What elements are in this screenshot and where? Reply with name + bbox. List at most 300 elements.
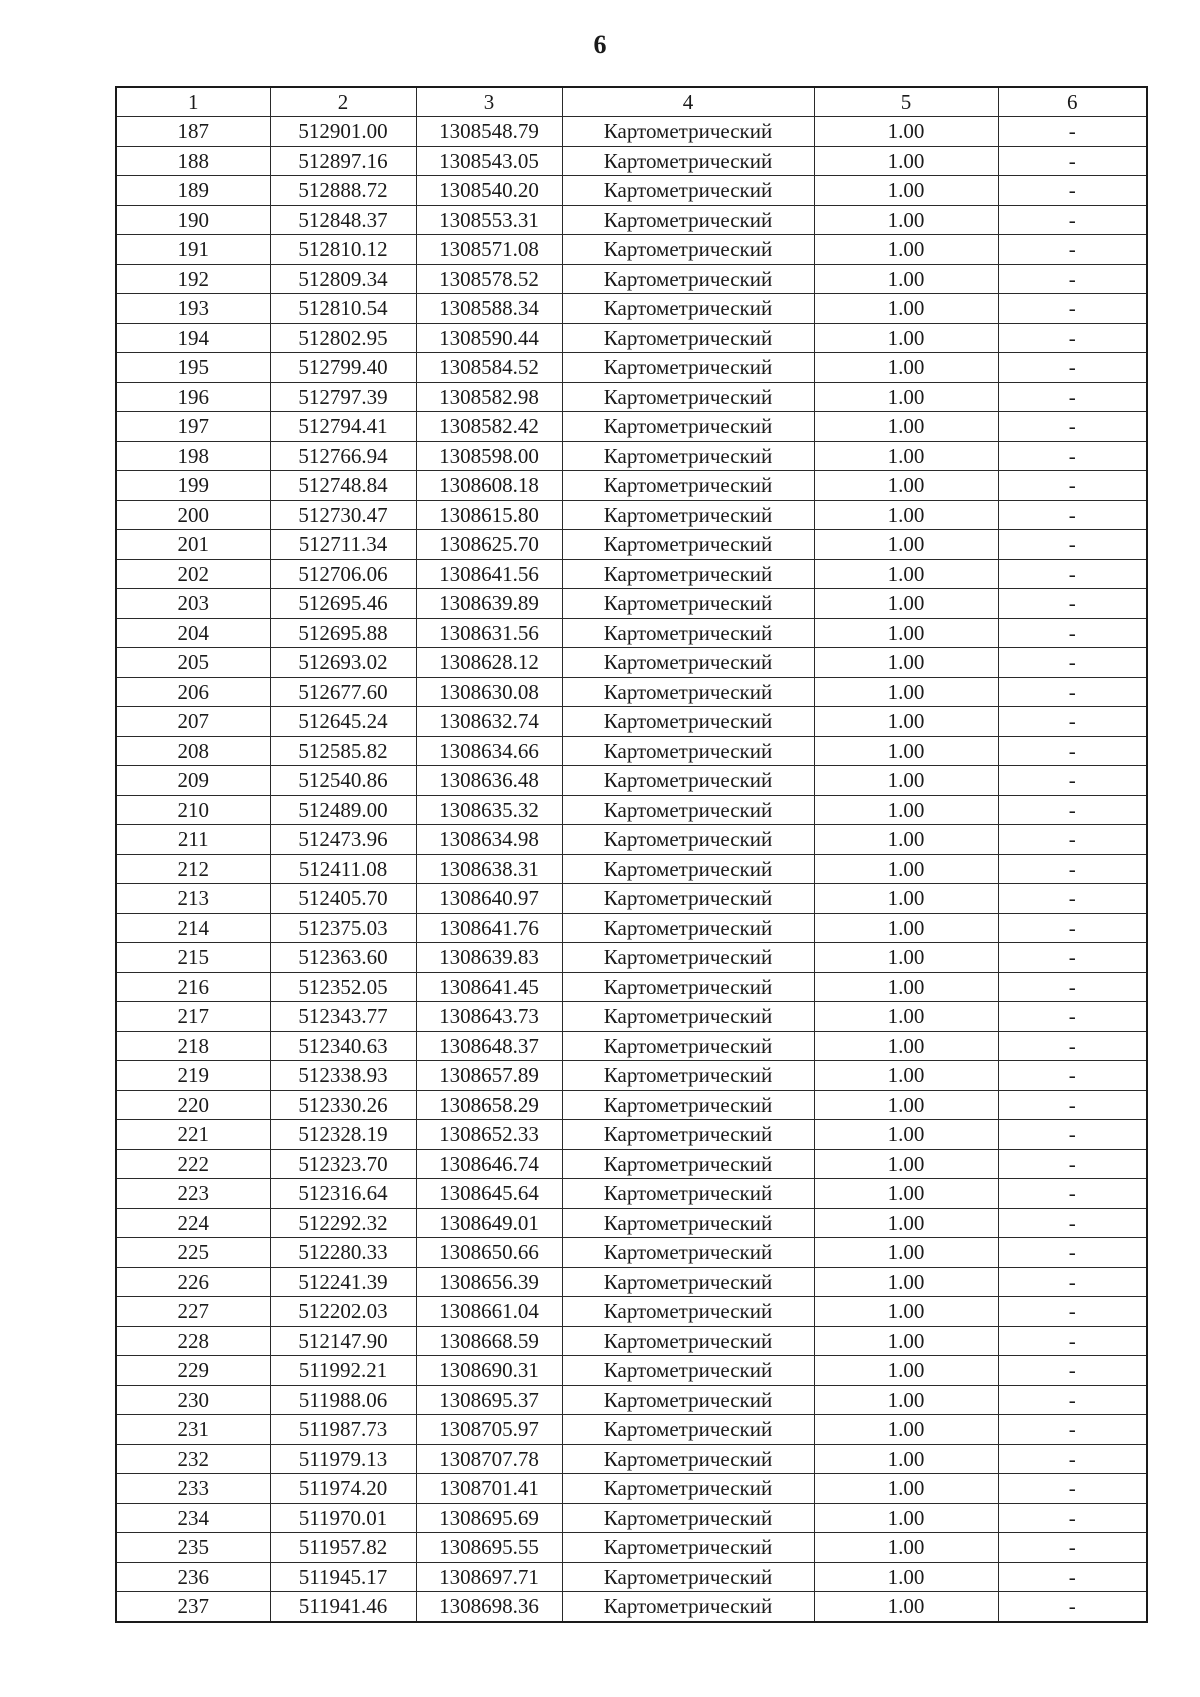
y-coordinate-cell: 1308588.34 bbox=[416, 294, 562, 324]
table-row bbox=[116, 1208, 1147, 1238]
x-coordinate-cell: 512375.03 bbox=[270, 913, 416, 943]
note-cell: - bbox=[998, 264, 1147, 294]
method-cell: Картометрический bbox=[562, 353, 814, 383]
y-coordinate-cell: 1308608.18 bbox=[416, 471, 562, 501]
x-coordinate-cell: 512677.60 bbox=[270, 677, 416, 707]
x-coordinate-cell: 512363.60 bbox=[270, 943, 416, 973]
x-coordinate-cell: 511970.01 bbox=[270, 1503, 416, 1533]
y-coordinate-cell: 1308705.97 bbox=[416, 1415, 562, 1445]
header-cell: 1 bbox=[116, 87, 270, 117]
method-cell: Картометрический bbox=[562, 1356, 814, 1386]
accuracy-cell: 1.00 bbox=[814, 943, 998, 973]
note-cell: - bbox=[998, 500, 1147, 530]
accuracy-cell: 1.00 bbox=[814, 382, 998, 412]
table-row bbox=[116, 589, 1147, 619]
header-cell: 4 bbox=[562, 87, 814, 117]
table-body bbox=[116, 87, 1147, 1622]
point-number-cell: 212 bbox=[116, 854, 270, 884]
x-coordinate-cell: 512202.03 bbox=[270, 1297, 416, 1327]
y-coordinate-cell: 1308578.52 bbox=[416, 264, 562, 294]
note-cell: - bbox=[998, 1503, 1147, 1533]
x-coordinate-cell: 511992.21 bbox=[270, 1356, 416, 1386]
point-number-cell: 193 bbox=[116, 294, 270, 324]
point-number-cell: 200 bbox=[116, 500, 270, 530]
x-coordinate-cell: 512695.88 bbox=[270, 618, 416, 648]
note-cell: - bbox=[998, 1415, 1147, 1445]
y-coordinate-cell: 1308648.37 bbox=[416, 1031, 562, 1061]
table-row bbox=[116, 559, 1147, 589]
table-row bbox=[116, 353, 1147, 383]
accuracy-cell: 1.00 bbox=[814, 1149, 998, 1179]
table-row bbox=[116, 1238, 1147, 1268]
x-coordinate-cell: 512540.86 bbox=[270, 766, 416, 796]
accuracy-cell: 1.00 bbox=[814, 1061, 998, 1091]
accuracy-cell: 1.00 bbox=[814, 766, 998, 796]
point-number-cell: 203 bbox=[116, 589, 270, 619]
table-row bbox=[116, 205, 1147, 235]
method-cell: Картометрический bbox=[562, 264, 814, 294]
table-row bbox=[116, 1002, 1147, 1032]
method-cell: Картометрический bbox=[562, 884, 814, 914]
note-cell: - bbox=[998, 1179, 1147, 1209]
note-cell: - bbox=[998, 1533, 1147, 1563]
x-coordinate-cell: 512343.77 bbox=[270, 1002, 416, 1032]
method-cell: Картометрический bbox=[562, 500, 814, 530]
y-coordinate-cell: 1308631.56 bbox=[416, 618, 562, 648]
note-cell: - bbox=[998, 530, 1147, 560]
x-coordinate-cell: 512802.95 bbox=[270, 323, 416, 353]
y-coordinate-cell: 1308598.00 bbox=[416, 441, 562, 471]
method-cell: Картометрический bbox=[562, 1208, 814, 1238]
x-coordinate-cell: 512897.16 bbox=[270, 146, 416, 176]
y-coordinate-cell: 1308661.04 bbox=[416, 1297, 562, 1327]
table-row bbox=[116, 1179, 1147, 1209]
y-coordinate-cell: 1308628.12 bbox=[416, 648, 562, 678]
note-cell: - bbox=[998, 146, 1147, 176]
note-cell: - bbox=[998, 176, 1147, 206]
accuracy-cell: 1.00 bbox=[814, 1533, 998, 1563]
note-cell: - bbox=[998, 1592, 1147, 1622]
accuracy-cell: 1.00 bbox=[814, 1238, 998, 1268]
table-row bbox=[116, 1297, 1147, 1327]
note-cell: - bbox=[998, 382, 1147, 412]
y-coordinate-cell: 1308640.97 bbox=[416, 884, 562, 914]
method-cell: Картометрический bbox=[562, 117, 814, 147]
table-row bbox=[116, 1031, 1147, 1061]
table-row bbox=[116, 441, 1147, 471]
table-row bbox=[116, 1474, 1147, 1504]
note-cell: - bbox=[998, 972, 1147, 1002]
point-number-cell: 224 bbox=[116, 1208, 270, 1238]
x-coordinate-cell: 512292.32 bbox=[270, 1208, 416, 1238]
method-cell: Картометрический bbox=[562, 1326, 814, 1356]
y-coordinate-cell: 1308630.08 bbox=[416, 677, 562, 707]
table-row bbox=[116, 1415, 1147, 1445]
y-coordinate-cell: 1308634.66 bbox=[416, 736, 562, 766]
method-cell: Картометрический bbox=[562, 146, 814, 176]
method-cell: Картометрический bbox=[562, 294, 814, 324]
accuracy-cell: 1.00 bbox=[814, 530, 998, 560]
x-coordinate-cell: 512352.05 bbox=[270, 972, 416, 1002]
x-coordinate-cell: 512706.06 bbox=[270, 559, 416, 589]
method-cell: Картометрический bbox=[562, 1238, 814, 1268]
table-row bbox=[116, 795, 1147, 825]
method-cell: Картометрический bbox=[562, 795, 814, 825]
point-number-cell: 215 bbox=[116, 943, 270, 973]
point-number-cell: 237 bbox=[116, 1592, 270, 1622]
method-cell: Картометрический bbox=[562, 972, 814, 1002]
note-cell: - bbox=[998, 117, 1147, 147]
method-cell: Картометрический bbox=[562, 1503, 814, 1533]
point-number-cell: 211 bbox=[116, 825, 270, 855]
x-coordinate-cell: 512323.70 bbox=[270, 1149, 416, 1179]
table-row bbox=[116, 736, 1147, 766]
note-cell: - bbox=[998, 707, 1147, 737]
accuracy-cell: 1.00 bbox=[814, 854, 998, 884]
y-coordinate-cell: 1308649.01 bbox=[416, 1208, 562, 1238]
method-cell: Картометрический bbox=[562, 235, 814, 265]
method-cell: Картометрический bbox=[562, 707, 814, 737]
table-row bbox=[116, 1444, 1147, 1474]
point-number-cell: 207 bbox=[116, 707, 270, 737]
accuracy-cell: 1.00 bbox=[814, 412, 998, 442]
point-number-cell: 231 bbox=[116, 1415, 270, 1445]
point-number-cell: 204 bbox=[116, 618, 270, 648]
x-coordinate-cell: 512405.70 bbox=[270, 884, 416, 914]
accuracy-cell: 1.00 bbox=[814, 264, 998, 294]
table-row bbox=[116, 1533, 1147, 1563]
header-cell: 2 bbox=[270, 87, 416, 117]
point-number-cell: 223 bbox=[116, 1179, 270, 1209]
y-coordinate-cell: 1308548.79 bbox=[416, 117, 562, 147]
accuracy-cell: 1.00 bbox=[814, 294, 998, 324]
accuracy-cell: 1.00 bbox=[814, 1385, 998, 1415]
accuracy-cell: 1.00 bbox=[814, 1179, 998, 1209]
table-row bbox=[116, 235, 1147, 265]
table-row bbox=[116, 530, 1147, 560]
table-row bbox=[116, 412, 1147, 442]
note-cell: - bbox=[998, 1267, 1147, 1297]
point-number-cell: 192 bbox=[116, 264, 270, 294]
method-cell: Картометрический bbox=[562, 1297, 814, 1327]
table-row bbox=[116, 117, 1147, 147]
accuracy-cell: 1.00 bbox=[814, 353, 998, 383]
x-coordinate-cell: 512766.94 bbox=[270, 441, 416, 471]
note-cell: - bbox=[998, 441, 1147, 471]
note-cell: - bbox=[998, 1031, 1147, 1061]
method-cell: Картометрический bbox=[562, 1385, 814, 1415]
accuracy-cell: 1.00 bbox=[814, 1474, 998, 1504]
y-coordinate-cell: 1308652.33 bbox=[416, 1120, 562, 1150]
accuracy-cell: 1.00 bbox=[814, 1120, 998, 1150]
table-row bbox=[116, 943, 1147, 973]
y-coordinate-cell: 1308698.36 bbox=[416, 1592, 562, 1622]
y-coordinate-cell: 1308695.55 bbox=[416, 1533, 562, 1563]
point-number-cell: 227 bbox=[116, 1297, 270, 1327]
y-coordinate-cell: 1308701.41 bbox=[416, 1474, 562, 1504]
note-cell: - bbox=[998, 559, 1147, 589]
y-coordinate-cell: 1308643.73 bbox=[416, 1002, 562, 1032]
note-cell: - bbox=[998, 648, 1147, 678]
point-number-cell: 199 bbox=[116, 471, 270, 501]
y-coordinate-cell: 1308639.89 bbox=[416, 589, 562, 619]
note-cell: - bbox=[998, 1474, 1147, 1504]
x-coordinate-cell: 512316.64 bbox=[270, 1179, 416, 1209]
point-number-cell: 209 bbox=[116, 766, 270, 796]
y-coordinate-cell: 1308695.69 bbox=[416, 1503, 562, 1533]
method-cell: Картометрический bbox=[562, 943, 814, 973]
note-cell: - bbox=[998, 235, 1147, 265]
method-cell: Картометрический bbox=[562, 559, 814, 589]
y-coordinate-cell: 1308571.08 bbox=[416, 235, 562, 265]
y-coordinate-cell: 1308639.83 bbox=[416, 943, 562, 973]
method-cell: Картометрический bbox=[562, 323, 814, 353]
accuracy-cell: 1.00 bbox=[814, 559, 998, 589]
note-cell: - bbox=[998, 766, 1147, 796]
method-cell: Картометрический bbox=[562, 441, 814, 471]
table-row bbox=[116, 1061, 1147, 1091]
accuracy-cell: 1.00 bbox=[814, 825, 998, 855]
accuracy-cell: 1.00 bbox=[814, 1503, 998, 1533]
note-cell: - bbox=[998, 884, 1147, 914]
point-number-cell: 189 bbox=[116, 176, 270, 206]
table-row bbox=[116, 618, 1147, 648]
point-number-cell: 210 bbox=[116, 795, 270, 825]
x-coordinate-cell: 512797.39 bbox=[270, 382, 416, 412]
note-cell: - bbox=[998, 1238, 1147, 1268]
point-number-cell: 220 bbox=[116, 1090, 270, 1120]
y-coordinate-cell: 1308656.39 bbox=[416, 1267, 562, 1297]
y-coordinate-cell: 1308695.37 bbox=[416, 1385, 562, 1415]
point-number-cell: 234 bbox=[116, 1503, 270, 1533]
accuracy-cell: 1.00 bbox=[814, 1326, 998, 1356]
accuracy-cell: 1.00 bbox=[814, 1356, 998, 1386]
y-coordinate-cell: 1308645.64 bbox=[416, 1179, 562, 1209]
note-cell: - bbox=[998, 589, 1147, 619]
table-row bbox=[116, 1562, 1147, 1592]
note-cell: - bbox=[998, 323, 1147, 353]
x-coordinate-cell: 512848.37 bbox=[270, 205, 416, 235]
table-row bbox=[116, 648, 1147, 678]
method-cell: Картометрический bbox=[562, 1267, 814, 1297]
x-coordinate-cell: 511957.82 bbox=[270, 1533, 416, 1563]
accuracy-cell: 1.00 bbox=[814, 1562, 998, 1592]
accuracy-cell: 1.00 bbox=[814, 1415, 998, 1445]
accuracy-cell: 1.00 bbox=[814, 707, 998, 737]
method-cell: Картометрический bbox=[562, 648, 814, 678]
y-coordinate-cell: 1308636.48 bbox=[416, 766, 562, 796]
method-cell: Картометрический bbox=[562, 471, 814, 501]
x-coordinate-cell: 512809.34 bbox=[270, 264, 416, 294]
method-cell: Картометрический bbox=[562, 736, 814, 766]
note-cell: - bbox=[998, 1444, 1147, 1474]
note-cell: - bbox=[998, 1120, 1147, 1150]
y-coordinate-cell: 1308697.71 bbox=[416, 1562, 562, 1592]
x-coordinate-cell: 512888.72 bbox=[270, 176, 416, 206]
method-cell: Картометрический bbox=[562, 1592, 814, 1622]
point-number-cell: 197 bbox=[116, 412, 270, 442]
point-number-cell: 236 bbox=[116, 1562, 270, 1592]
x-coordinate-cell: 512411.08 bbox=[270, 854, 416, 884]
table-row bbox=[116, 766, 1147, 796]
table-row bbox=[116, 854, 1147, 884]
note-cell: - bbox=[998, 943, 1147, 973]
point-number-cell: 201 bbox=[116, 530, 270, 560]
y-coordinate-cell: 1308658.29 bbox=[416, 1090, 562, 1120]
x-coordinate-cell: 512748.84 bbox=[270, 471, 416, 501]
point-number-cell: 221 bbox=[116, 1120, 270, 1150]
y-coordinate-cell: 1308641.45 bbox=[416, 972, 562, 1002]
accuracy-cell: 1.00 bbox=[814, 117, 998, 147]
accuracy-cell: 1.00 bbox=[814, 618, 998, 648]
note-cell: - bbox=[998, 795, 1147, 825]
y-coordinate-cell: 1308635.32 bbox=[416, 795, 562, 825]
note-cell: - bbox=[998, 618, 1147, 648]
method-cell: Картометрический bbox=[562, 1090, 814, 1120]
x-coordinate-cell: 512147.90 bbox=[270, 1326, 416, 1356]
y-coordinate-cell: 1308646.74 bbox=[416, 1149, 562, 1179]
point-number-cell: 218 bbox=[116, 1031, 270, 1061]
method-cell: Картометрический bbox=[562, 1031, 814, 1061]
table-row bbox=[116, 1326, 1147, 1356]
table-row bbox=[116, 1503, 1147, 1533]
x-coordinate-cell: 512241.39 bbox=[270, 1267, 416, 1297]
table-row bbox=[116, 264, 1147, 294]
point-number-cell: 208 bbox=[116, 736, 270, 766]
method-cell: Картометрический bbox=[562, 1533, 814, 1563]
method-cell: Картометрический bbox=[562, 205, 814, 235]
method-cell: Картометрический bbox=[562, 1444, 814, 1474]
point-number-cell: 202 bbox=[116, 559, 270, 589]
table-row bbox=[116, 1356, 1147, 1386]
note-cell: - bbox=[998, 205, 1147, 235]
note-cell: - bbox=[998, 1297, 1147, 1327]
header-cell: 5 bbox=[814, 87, 998, 117]
x-coordinate-cell: 512730.47 bbox=[270, 500, 416, 530]
table-row bbox=[116, 1149, 1147, 1179]
method-cell: Картометрический bbox=[562, 589, 814, 619]
point-number-cell: 190 bbox=[116, 205, 270, 235]
y-coordinate-cell: 1308657.89 bbox=[416, 1061, 562, 1091]
accuracy-cell: 1.00 bbox=[814, 1297, 998, 1327]
header-cell: 6 bbox=[998, 87, 1147, 117]
method-cell: Картометрический bbox=[562, 412, 814, 442]
y-coordinate-cell: 1308584.52 bbox=[416, 353, 562, 383]
accuracy-cell: 1.00 bbox=[814, 1208, 998, 1238]
x-coordinate-cell: 512489.00 bbox=[270, 795, 416, 825]
x-coordinate-cell: 512799.40 bbox=[270, 353, 416, 383]
table-row bbox=[116, 294, 1147, 324]
note-cell: - bbox=[998, 1149, 1147, 1179]
note-cell: - bbox=[998, 1061, 1147, 1091]
point-number-cell: 233 bbox=[116, 1474, 270, 1504]
x-coordinate-cell: 511988.06 bbox=[270, 1385, 416, 1415]
y-coordinate-cell: 1308590.44 bbox=[416, 323, 562, 353]
point-number-cell: 194 bbox=[116, 323, 270, 353]
y-coordinate-cell: 1308641.56 bbox=[416, 559, 562, 589]
note-cell: - bbox=[998, 1562, 1147, 1592]
y-coordinate-cell: 1308540.20 bbox=[416, 176, 562, 206]
point-number-cell: 214 bbox=[116, 913, 270, 943]
note-cell: - bbox=[998, 1208, 1147, 1238]
note-cell: - bbox=[998, 353, 1147, 383]
table-row bbox=[116, 176, 1147, 206]
point-number-cell: 228 bbox=[116, 1326, 270, 1356]
accuracy-cell: 1.00 bbox=[814, 1592, 998, 1622]
y-coordinate-cell: 1308634.98 bbox=[416, 825, 562, 855]
point-number-cell: 191 bbox=[116, 235, 270, 265]
method-cell: Картометрический bbox=[562, 1002, 814, 1032]
y-coordinate-cell: 1308707.78 bbox=[416, 1444, 562, 1474]
table-row bbox=[116, 471, 1147, 501]
table-row bbox=[116, 382, 1147, 412]
x-coordinate-cell: 512340.63 bbox=[270, 1031, 416, 1061]
coordinates-table bbox=[115, 86, 1148, 1623]
y-coordinate-cell: 1308543.05 bbox=[416, 146, 562, 176]
method-cell: Картометрический bbox=[562, 825, 814, 855]
method-cell: Картометрический bbox=[562, 677, 814, 707]
table-row bbox=[116, 1090, 1147, 1120]
table-row bbox=[116, 1592, 1147, 1622]
accuracy-cell: 1.00 bbox=[814, 1267, 998, 1297]
table-row bbox=[116, 707, 1147, 737]
method-cell: Картометрический bbox=[562, 176, 814, 206]
x-coordinate-cell: 512794.41 bbox=[270, 412, 416, 442]
x-coordinate-cell: 512585.82 bbox=[270, 736, 416, 766]
note-cell: - bbox=[998, 677, 1147, 707]
method-cell: Картометрический bbox=[562, 382, 814, 412]
y-coordinate-cell: 1308582.98 bbox=[416, 382, 562, 412]
accuracy-cell: 1.00 bbox=[814, 323, 998, 353]
accuracy-cell: 1.00 bbox=[814, 589, 998, 619]
y-coordinate-cell: 1308625.70 bbox=[416, 530, 562, 560]
x-coordinate-cell: 512695.46 bbox=[270, 589, 416, 619]
note-cell: - bbox=[998, 412, 1147, 442]
method-cell: Картометрический bbox=[562, 1562, 814, 1592]
method-cell: Картометрический bbox=[562, 1474, 814, 1504]
point-number-cell: 226 bbox=[116, 1267, 270, 1297]
point-number-cell: 235 bbox=[116, 1533, 270, 1563]
note-cell: - bbox=[998, 1326, 1147, 1356]
accuracy-cell: 1.00 bbox=[814, 736, 998, 766]
method-cell: Картометрический bbox=[562, 854, 814, 884]
point-number-cell: 216 bbox=[116, 972, 270, 1002]
page-number: 6 bbox=[593, 30, 607, 59]
y-coordinate-cell: 1308650.66 bbox=[416, 1238, 562, 1268]
accuracy-cell: 1.00 bbox=[814, 1090, 998, 1120]
accuracy-cell: 1.00 bbox=[814, 648, 998, 678]
table-row bbox=[116, 323, 1147, 353]
x-coordinate-cell: 511979.13 bbox=[270, 1444, 416, 1474]
x-coordinate-cell: 512711.34 bbox=[270, 530, 416, 560]
x-coordinate-cell: 511987.73 bbox=[270, 1415, 416, 1445]
note-cell: - bbox=[998, 294, 1147, 324]
point-number-cell: 198 bbox=[116, 441, 270, 471]
table-row bbox=[116, 146, 1147, 176]
note-cell: - bbox=[998, 1385, 1147, 1415]
x-coordinate-cell: 512338.93 bbox=[270, 1061, 416, 1091]
x-coordinate-cell: 511941.46 bbox=[270, 1592, 416, 1622]
y-coordinate-cell: 1308632.74 bbox=[416, 707, 562, 737]
table-row bbox=[116, 825, 1147, 855]
y-coordinate-cell: 1308641.76 bbox=[416, 913, 562, 943]
table-row bbox=[116, 1385, 1147, 1415]
point-number-cell: 196 bbox=[116, 382, 270, 412]
y-coordinate-cell: 1308615.80 bbox=[416, 500, 562, 530]
y-coordinate-cell: 1308690.31 bbox=[416, 1356, 562, 1386]
x-coordinate-cell: 512330.26 bbox=[270, 1090, 416, 1120]
method-cell: Картометрический bbox=[562, 913, 814, 943]
